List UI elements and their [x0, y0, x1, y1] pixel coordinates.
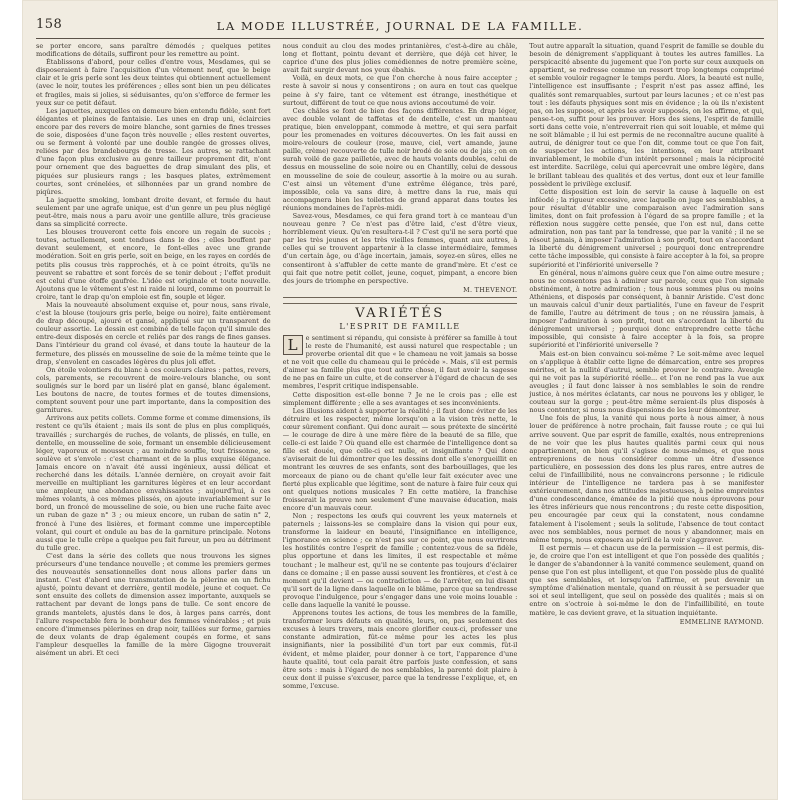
paragraph: se porter encore, sans paraître démodés ; quelques petites modifications de détails, suffiront pour les remettre au point. — [36, 42, 271, 59]
column-middle — [283, 42, 518, 778]
paragraph: Les jaquettes, auxquelles on demeure bien entendu fidèle, sont fort élégantes et pleines de fantaisie. Les unes en drap uni, éclaircies encore par des revers de moire blanche, sont garnies de fines tresses de soie, disposées d'une façon très nouvelle ; elles restent ouvertes, ou se ferment à volonté par une double rangée de grosses olives, reliées par des brandebourgs de tresse. Les autres, se rattachant d'une façon plus exclusive au genre tailleur proprement dit, n'ont pour ornement que des baguettes de drap simulant des plis, et piquées sur plusieurs rangs ; les basques plates, extrêmement courtes, sont crénelées, et silhonnées par un grand nombre de piqûres. — [36, 106, 271, 196]
paragraph: C'est dans la série des collets que nous trouvons les signes précurseurs d'une tendance nouvelle ; et comme les premiers germes des nouveautés sensationnelles dont nous allons parler dans un instant. C'est d'abord une transmutation de la pèlerine en un fichu ajusté, pointu devant et derrière, gentil modèle, jeune et coquet. Ce sont ensuite des collets de dimension assez importante, auxquels se rattachent par devant de longs pans de tulle. Ce sont encore de grands mantelets, ajustés dans le dos, à larges pans carrés, dont l'allure respectable fera le bonheur des femmes vénérables ; et puis encore d'immenses pèlerines en drap noir, taillées sur forme, garnies de deux volants de drap également coupés en forme, et sans l'ampleur desquelles la famille de la mère Gigogne trouverait aisément un abri. Et ceci — [36, 551, 271, 658]
paragraph: Arrivons aux petits collets. Comme forme et comme dimensions, ils restent ce qu'ils étaient ; mais ils sont de plus en plus compliqués, travaillés ; surchargés de ruches, de volants, de plissés, en tulle, en dentelle, en mousseline de soie, formant un ensemble délicieusement léger, vaporeux et mousseux ; au moindre souffle, tout frissonne, se soulève et s'envole : c'est charmant et de la plus exquise élégance. Jamais encore on n'avait été aussi ingénieux, aussi délicat et recherché dans les détails. L'année dernière, on croyait avoir fait merveille en multipliant les garnitures légères et en leur accordant une ampleur, une abondance envahissantes ; aujourd'hui, à ces mêmes volants, à ces mêmes plissés, on ajoute invariablement sur le bord, un froncé de mousseline de soie, ou bien une ruche faite avec un ruban de gaze n° 3 ; ou mieux encore, un ruban de satin n° 2, froncé à l'une des lisières, et formant comme une imperceptible volant, qui court et ondule au bas de la garniture principale. Notons aussi que le tulle crêpe a quelque peu fait fureur, un peu au détriment du tulle grec. — [36, 414, 271, 552]
paragraph: Établissons d'abord, pour celles d'entre vous, Mesdames, qui se disposeraient à faire l'acquisition d'un vêtement neuf, que le beige clair et le gris perle sont les deux teintes qui obtiennent actuellement (avec le noir, toutes les préférences ; elles sont bien un peu délicates et fragiles, mais si jolies, si séduisantes, qu'on s'efforce de fermer les yeux sur ce petit défaut. — [36, 58, 271, 107]
drop-cap: L — [283, 335, 303, 355]
paragraph: Cette disposition est loin de servir la cause à laquelle on est inféodé ; la rigueur excessive, avec laquelle on juge ses semblables, a pour résultat d'établir une comparaison avec l'admiration sans limites, dont on fait profession à l'égard de sa propre famille ; et la réflexion nous suggère cette pensée, que l'on est nul, dans cette admiration, non pas tant par la tendresse, que par la vanité ; il ne se résout jamais, à imposer l'admiration à son profit, tout en s'accordant la liberté du dénigrement universel ; pourquoi donc entreprendre cette tâche impossible, qui consiste à faire accepter à la foi, sa propre supériorité et l'infériorité universelle ? — [529, 187, 764, 269]
paragraph: Mais la nouveauté absolument exquise et, pour nous, sans rivale, c'est la blouse (toujours gris perle, beige ou noire), faite entièrement de drap découpé, ajouré et gansé, appliqué sur un transparent de couleur assortie. Le dessin est combiné de telle façon qu'il simule des entre-deux disposés en cercle et reliés par des rangs de fines ganses. Dans l'intérieur du grand col évasé, et dans toute la hauteur de la fermeture, des plissés en mousseline de soie de la même teinte que le drap, s'envolent en cascades légères du plus joli effet. — [36, 301, 271, 366]
paragraph: Tout autre apparaît la situation, quand l'esprit de famille se double du besoin de dénigrement s'appliquant à toutes les autres familles. La perspicacité absente du jugement que l'on porte sur ceux auxquels on appartient, se redresse comme un ressort trop longtemps comprimé et semble vouloir regagner le temps perdu. Alors, la beauté est nulle, l'intelligence est insuffisante ; l'esprit n'est pas assez affiné, les qualités sont remarquables, surtout par leurs lacunes ; et ce n'est pas tout : les défauts physiques sont mis en évidence ; la où ils n'existent pas, on les suppose, et après les avoir supposés, on les affirme, et qui, pense-t-on, suffit pour les prouver. Hors des siens, l'esprit de famille sorti dans cette voie, n'entreverrait rien qui soit louable, et même qui ne soit blâmable ; il lui est permis de ne reconnaître aucune qualité à autrui, de dénigrer tout ce que l'on dit, comme tout ce que l'on fait, de suspecter les actions, les intentions, en leur attribuant invariablement, le mobile d'un intérêt personnel ; mais la réciprocité est interdite. Sacrilège, celui qui apercevrait une ombre légère, dans le brillant tableau des qualités et des vertus, dont eux et leur famille possèdent le privilège exclusif. — [529, 42, 764, 188]
column-right — [529, 42, 764, 778]
lead-paragraph-text: e sentiment si répandu, qui consiste à préférer sa famille à tout le reste de l'humanité, est aussi naturel que respectable ; un proverbe oriental dit que « le chameau ne voit jamais sa bosse et ne voit que celle du chameau qui le précède ». Mais, s'il est permis d'aimer sa famille plus que tout autre chose, il faut avoir la sagesse de ne pas en faire un culte, et de conserver à l'égard de chacun de ses membres, l'esprit critique indispensable. — [282, 333, 518, 391]
author-signature: M. THEVENOT. — [463, 285, 518, 294]
magazine-page — [22, 0, 778, 800]
paragraph: Mais est-on bien convaincu soi-même ? Le soit-même avec lequel on s'applique à établir cette ligne de démarcation, entre ses propres mérites, et la nullité d'autrui, semble prouver le contraire. Aveugle qui ne voit pas la supériorité réelle... et l'on ne rend pas la vue aux aveugles ; il faut donc laisser à nos semblables le soin de rendre justice, à nos mérites éclatants, car nous ne pouvons les y obliger, le couteau sur la gorge ; peut-être même seraient-ils plus disposés à nous contenter, si nous nous dispensions de les leur démontrer. — [529, 349, 764, 415]
paragraph: Non ; respectons les œufs qui couvrent les yeux maternels et paternels ; laissons-les se complaire dans la vision qui pour eux, transforme la laideur en beauté, l'insignifiance en intelligence, l'ignorance en science ; ce n'est pas sur ce point, que nous ouvrirons les hostilités contre l'esprit de famille ; contentez-vous de sa fidèle, plus opportune et dans les limites, il est respectable et même touchant ; le malheur est, qu'il ne se contente pas toujours d'éclairer dans ce domaine ; il en passe aussi souvent les frontières, et c'est à ce moment qu'il devient — ou contradiction — de l'arrêter, en lui disant qu'il sort de la ligne dans laquelle on le blâme, parce que sa tendresse provoque l'indulgence, pour s'engager dans une voie moins louable : celle dans laquelle la vanité le pousse. — [282, 511, 518, 609]
paragraph: La jaquette smoking, lombant droite devant, et fermée du haut seulement par une agrafe unique, est d'un genre un peu plus négligé peut-être, mais nous a paru avoir une gentille allure, très gracieuse dans sa simplicité correcte. — [36, 195, 271, 229]
text-columns — [36, 42, 764, 778]
paragraph: Il est permis — et chacun use de la permission — il est permis, dis-je, de croire que l'on est intelligent et que l'on possède des qualités ; le danger de s'abandonner à la vanité commence seulement, quand on pense que l'on est plus intelligent, et que l'on possède plus de qualité que ses semblables, et lorsqu'on l'affirme, et peut devenir un symptôme d'aliénation mentale, quand on réussit à se persuader que soi et seul intelligent, que seul on possède des qualités ; mais si on entre on s'octroie à soi-même le don de l'infaillibilité, en toute matière, le cas devient grave, et la situation inquiétante. — [529, 543, 764, 617]
paragraph: Les illusions aident à supporter la réalité ; il faut donc éviter de les détruire et les respecter, même lorsqu'on a la vision très nette, le cœur sûrement confiant. Qui donc aurait — sous prétexte de sincérité — le courage de dire à une mère fière de la beauté de sa fille, que celle-ci est laide ? Où quand elle est charmée de l'intelligence dont sa fille est douée, que celle-ci est nulle, et insignifiante ? Qui donc s'aviserait de lui démontrer que les dessins dont elle s'enorgueillit en montrant les œuvres de ses enfants, sont des barbouillages, que les morceaux de piano ou de chant qu'elle leur fait exécuter avec une fierté plus explicable que légitime, sont de nature à faire fuir ceux qui ont quelques notions musicales ? En cette matière, la franchise froisserait la preuve non seulement d'une mauvaise éducation, mais encore d'un mauvais cœur. — [282, 406, 518, 512]
paragraph: Une fois de plus, la vanité qui nous porte à nous aimer, à nous louer de préférence à notre prochain, fait fausse route ; ce qui lui arrive souvent. Que par esprit de famille, exaltés, nous entreprenions de ne voir que les plus hautes qualités parmi ceux qui nous appartiennent, on bien qu'il s'agisse de nous-mêmes, et que nous entreprenions de nous considérer comme un être d'essence particulière, en possession des dons les plus rares, entre autres de celui de l'infaillibilité, nous ne convaincrons personne ; le ridicule intérieur de l'intelligence ne tardera pas à se manifester extérieurement, dans nos attitudes majestueuses, à peine empreintes d'une condescendance, émanée de la pitié que nous éprouvons pour les êtres inférieurs que nous rencontrons ; du reste cette disposition, peu encouragée par ceux qui la constatent, nous condamne fatalement à l'isolement ; seuls la solitude, l'absence de tout contact avec nos semblables, nous permet de nous y abandonner, mais en même temps, nous exposera au péril de la voir s'aggraver. — [529, 414, 764, 544]
journal-title: LA MODE ILLUSTRÉE, JOURNAL DE LA FAMILLE. — [216, 19, 584, 33]
paragraph: Cette disposition est-elle bonne ? Je ne le crois pas ; elle est simplement différente ; elle a ses avantages et ses inconvénients. — [282, 390, 518, 407]
paragraph: Savez-vous, Mesdames, ce qui fera grand tort à ce manteau d'un nouveau genre ? Ce n'est pas d'être laid, c'est d'être vieux, horriblement vieux. Qu'en resultera-t-il ? C'est qu'il ne sera porté que par les très jeunes et les très vieilles femmes, quant aux autres, à celles qui se trouvent appartenir à la classe intermédiaire, femmes d'un certain âge, ou d'âge incertain, jamais, soyez-en sûres, elles ne consentiront à s'affubler de cette mante de grand'mère. Et c'est ce qui fait que notre petit collet, jeune, coquet, pimpant, a encore bien des jours de triomphe en perspective. — [282, 211, 518, 285]
section-title: VARIÉTÉS — [355, 305, 445, 321]
column-left — [36, 42, 271, 778]
paragraph: En général, nous n'aimons guère ceux que l'on aime outre mesure ; nous ne consentons pas à admirer sur parole, ceux que l'on signale obstinément, à notre admiration ; tous nous sommes plus ou moins Athéniens, et disposés par conséquent, à bannir Aristide. C'est donc un mauvais calcul d'unir deux partialités, l'une en faveur de l'esprit de famille, l'autre au détriment de tous ; on ne réussira jamais, à imposer l'admiration à son profit, tout en s'accordant la liberté du dénigrement universel ; pourquoi donc entreprendre cette tâche impossible, qui consiste à faire accepter à la fois, sa propre supériorité et l'infériorité universelle ? — [529, 268, 764, 350]
paragraph: Les blouses trouveront cette fois encore un regain de succès ; toutes, actuellement, sont tendues dans le dos ; elles bouffent par devant seulement, et encore, le font-elles avec une grande modération. Soit en gris perle, soit en beige, en les rayes en cordés de petits plis cousus très rapprochés, et à ce point étroits, qu'ils ne peuvent se rabattre et sont forcés de se tenir debout ; l'effet produit est celui d'une étoffe gaufrée. L'idée est originale et toute nouvelle. Ajoutons que le vêtement s'est ni raide ni lourd, comme on pourrait le croire, tant le drap qu'on emploie est fin, souple et léger. — [36, 228, 271, 301]
paragraph: nous conduit au clou des modes printanières, c'est-à-dire au châle, long et flottant, pointu devant et derrière, que déjà cet hiver, le caprice d'une des plus jolies comédiennes de notre première scène, avait fait surgir devant nos yeux ébahis. — [282, 42, 518, 75]
page-header — [36, 14, 764, 39]
paragraph: On étoile volontiers du blanc à ces couleurs claires : pattes, revers, cols, parements, se recouvrent de moire-velours blanche, ou sont soulignés sur le bord par un liséré plat en gansé, blanc également. Les boutons de nacre, de toutes formes et de toutes dimensions, comptent souvent pour une part importante, dans la composition des garnitures. — [36, 365, 271, 415]
lead-paragraph — [283, 334, 518, 391]
paragraph: Voilà, en deux mots, ce que l'on cherche à nous faire accepter ; reste à savoir si nous y consentirons ; on aura en tout cas quelque peine à s'y faire, tant ce vêtement est étrange, inesthétique et surtout, différent de tout ce que nous avions accoutumé de voir. — [282, 74, 518, 107]
section-divider — [283, 297, 518, 304]
page-number: 158 — [36, 17, 63, 32]
article-title: L'ESPRIT DE FAMILLE — [339, 321, 461, 331]
paragraph: Apprenons toutes les actions, de tous les membres de la famille, transformer leurs défauts en qualités, leurs, on, pas seulement des excuses à leurs travers, mais encore glorifier ceux-ci, professer une constante admiration, fût-ce même pour les actes les plus insignifiants, nier la possibilité d'un tort par eux commis, fût-il évident, et même plaider, pour donner à ce tort, l'apparence d'une haute qualité, tout cela parait être parfois juste confession, et sans être sots : mais à l'égard de nos semblables, la parenté doit plaire à ceux dont il puisse s'excuser, parce que la tendresse l'explique, et, en somme, l'excuse. — [282, 609, 518, 690]
paragraph: Ces châles se font de bien des façons différentes. En drap léger, avec double volant de taffetas et de dentelle, c'est un manteau pratique, bien enveloppant, commode à mettre, et qui sera parfait pour les promenades en voitures découvertes. On les fait aussi en moire-velours de couleur (rose, mauve, ciel, vert amande, jaune paille, crème) recouverte de tulle noir brodé de soie ou de jais ; on en surah voilé de gaze pailletée, avec de hauts volants doubles, celui de dessus en mousseline de soie noire ou en Chantilly, celui de dessous en mousseline de soie de couleur, assortie à la moire ou au surah. C'est ainsi un vêtement d'une extrême élégance, très paré, impossible, cela va sans dire, à mettre dans la rue, mais qui accompagnera bien les toilettes de grand apparat dans toutes les réunions mondaines de l'après-midi. — [282, 106, 518, 212]
author-signature: EMMELINE RAYMOND. — [679, 617, 764, 626]
